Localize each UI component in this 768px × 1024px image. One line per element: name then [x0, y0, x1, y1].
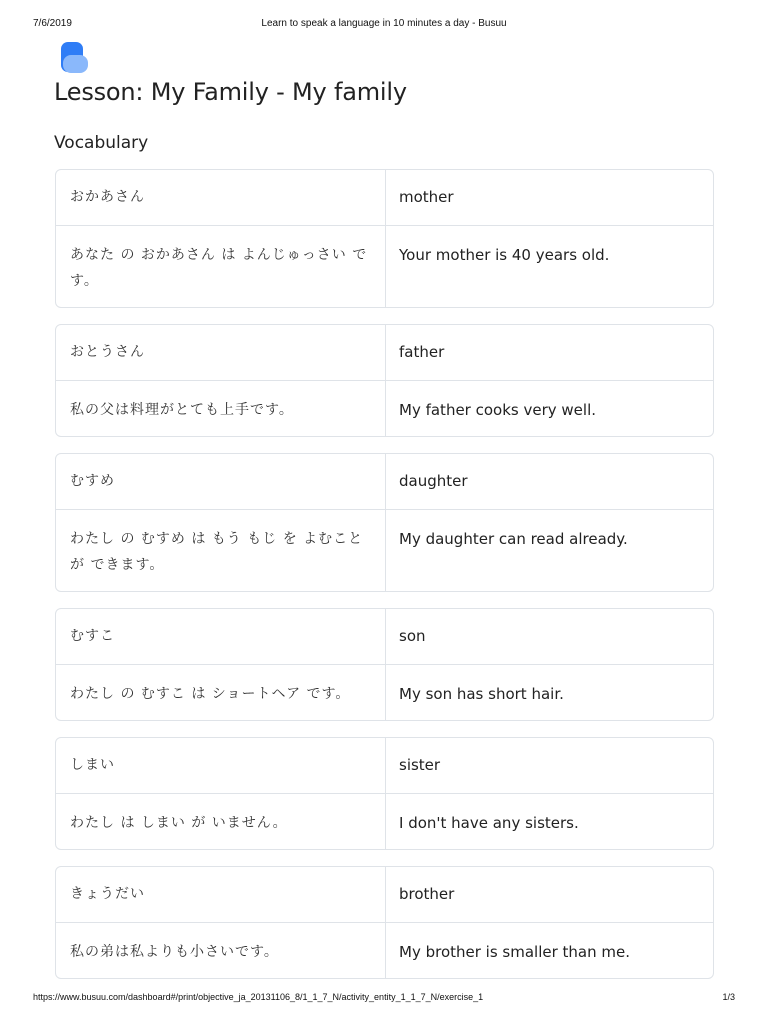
- lesson-title: Lesson: My Family - My family: [54, 78, 407, 106]
- sentence-japanese: 私の父は料理がとても上手です。: [70, 402, 294, 418]
- sentence-japanese: 私の弟は私よりも小さいです。: [70, 944, 279, 960]
- sentence-english: Your mother is 40 years old.: [399, 246, 610, 264]
- print-page-title: Learn to speak a language in 10 minutes a day - Busuu: [261, 18, 507, 29]
- busuu-logo-icon: [60, 40, 90, 74]
- word-english: daughter: [399, 472, 468, 490]
- word-row: [56, 170, 713, 226]
- page-number: 1/3: [722, 992, 735, 1002]
- word-japanese: しまい: [70, 757, 115, 773]
- word-english: brother: [399, 885, 455, 903]
- word-row: [56, 867, 713, 923]
- sentence-row: [56, 794, 713, 849]
- sentence-row: [56, 510, 713, 591]
- sentence-english: My brother is smaller than me.: [399, 943, 631, 961]
- sentence-japanese: わたし は しまい が いません。: [70, 815, 288, 831]
- sentence-row: [56, 665, 713, 720]
- vocabulary-card: [55, 737, 714, 850]
- print-footer: [0, 992, 768, 1006]
- word-row: [56, 454, 713, 510]
- sentence-row: [56, 381, 713, 436]
- word-row: [56, 325, 713, 381]
- word-english: mother: [399, 188, 454, 206]
- word-english: sister: [399, 756, 441, 774]
- print-url: https://www.busuu.com/dashboard#/print/objective_ja_20131106_8/1_1_7_N/activity_entity_1_1_7_N/exercise_1: [33, 992, 484, 1002]
- word-japanese: むすこ: [70, 628, 115, 644]
- vocabulary-card: [55, 866, 714, 979]
- section-title-vocabulary: Vocabulary: [54, 133, 149, 153]
- word-english: son: [399, 627, 426, 645]
- vocabulary-list: [55, 169, 714, 995]
- sentence-japanese: あなた の おかあさん は よんじゅっさい です。: [70, 247, 368, 289]
- sentence-row: [56, 923, 713, 978]
- word-japanese: おかあさん: [70, 189, 145, 205]
- word-row: [56, 738, 713, 794]
- sentence-japanese: わたし の むすこ は ショートヘア です。: [70, 686, 351, 702]
- sentence-english: My son has short hair.: [399, 685, 564, 703]
- sentence-english: I don't have any sisters.: [399, 814, 579, 832]
- print-date: 7/6/2019: [33, 18, 72, 29]
- vocabulary-card: [55, 169, 714, 308]
- word-japanese: おとうさん: [70, 344, 145, 360]
- vocabulary-card: [55, 453, 714, 592]
- sentence-japanese: わたし の むすめ は もう もじ を よむこと が できます。: [70, 531, 364, 573]
- word-japanese: むすめ: [70, 473, 115, 489]
- word-row: [56, 609, 713, 665]
- word-japanese: きょうだい: [70, 886, 145, 902]
- word-english: father: [399, 343, 445, 361]
- vocabulary-card: [55, 324, 714, 437]
- print-header: [0, 0, 768, 29]
- sentence-english: My daughter can read already.: [399, 530, 628, 548]
- sentence-english: My father cooks very well.: [399, 401, 596, 419]
- vocabulary-card: [55, 608, 714, 721]
- sentence-row: [56, 226, 713, 307]
